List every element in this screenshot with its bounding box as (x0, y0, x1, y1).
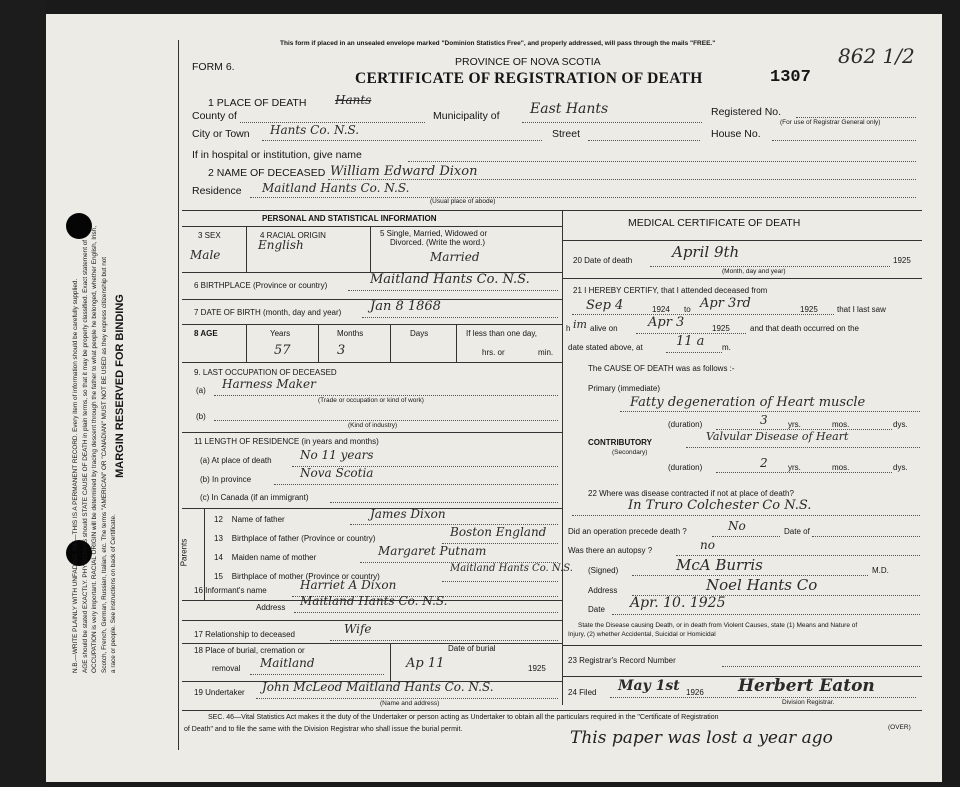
city-line (262, 140, 542, 141)
from-year: 1924 (652, 305, 670, 314)
deceased-heading: 2 NAME OF DECEASED (208, 167, 326, 179)
occupation-heading: 9. LAST OCCUPATION OF DECEASED (194, 368, 337, 377)
sec46-line-1: SEC. 46—Vital Statistics Act makes it the duty of the Undertaker or person acting as Undertaker to obtain all the particulars required in the "Certificate of Registration (208, 714, 719, 721)
birthplace-value: Maitland Hants Co. N.S. (370, 272, 530, 287)
mother-label: 14 Maiden name of mother (214, 553, 317, 562)
cell-rule (318, 324, 319, 362)
time-value: 11 a (676, 334, 705, 349)
occupation-a-note: (Trade or occupation or kind of work) (318, 397, 424, 404)
house-label: House No. (711, 128, 761, 140)
contrib-dys: dys. (893, 463, 908, 472)
contributory-label: CONTRIBUTORY (588, 438, 652, 447)
cell-rule (390, 643, 391, 681)
cell-rule (246, 226, 247, 272)
death-year: 1925 (893, 256, 911, 265)
over-label: (OVER) (888, 724, 911, 731)
hospital-line (408, 161, 916, 162)
contrib-duration-label: (duration) (668, 463, 703, 472)
dob-line (362, 317, 558, 318)
secondary-note: (Secondary) (612, 449, 648, 456)
row-rule (562, 278, 922, 279)
undertaker-value: John McLeod Maitland Hants Co. N.S. (262, 680, 494, 694)
burial-label-1: 18 Place of burial, cremation or (194, 646, 305, 655)
certificate-title: CERTIFICATE OF REGISTRATION OF DEATH (355, 70, 703, 87)
md-label: M.D. (872, 566, 889, 575)
signed-label: (Signed) (588, 566, 619, 575)
city-value: Hants Co. N.S. (270, 123, 360, 137)
months-label: Months (337, 329, 364, 338)
burial-value: Maitland (260, 656, 315, 670)
medical-heading: MEDICAL CERTIFICATE OF DEATH (628, 217, 801, 229)
primary-label: Primary (immediate) (588, 384, 661, 393)
op-date-label: Date of (784, 527, 810, 536)
physician-signature: McA Burris (676, 556, 763, 574)
residence-length-heading: 11 LENGTH OF RESIDENCE (in years and months) (194, 437, 379, 446)
registrar-note: (For use of Registrar General only) (780, 119, 881, 126)
row-rule (182, 643, 562, 644)
min-label: min. (538, 348, 554, 357)
years-value: 57 (274, 343, 291, 358)
filed-line (610, 697, 916, 698)
instruction-line: OCCUPATION is very important. RACIAL ORIGIN will be determined by tracing descent through the father to what people he belonged, whether English, Irish, (91, 225, 99, 673)
residence-line (250, 197, 916, 198)
primary-duration-label: (duration) (668, 420, 703, 429)
registrar-record-line (722, 666, 920, 667)
street-label: Street (552, 128, 581, 140)
death-occurred-label: and that death occurred on the (750, 324, 859, 333)
deceased-name: William Edward Dixon (330, 164, 478, 179)
res-c-label: (c) In Canada (if an immigrant) (200, 493, 309, 502)
months-value: 3 (337, 343, 346, 358)
years-label: Years (270, 329, 291, 338)
birthplace-line (348, 290, 558, 291)
primary-mos: mos. (832, 420, 850, 429)
occupation-b-note: (Kind of industry) (348, 422, 398, 429)
father-birth-label: 13 Birthplace of father (Province or country) (214, 534, 376, 543)
primary-duration-value: 3 (760, 413, 768, 427)
mother-birth-line (442, 581, 558, 582)
municipality-value: East Hants (530, 101, 609, 117)
occupation-b-line (214, 420, 558, 421)
sex-label: 3 SEX (198, 231, 221, 240)
physician-address-value: Noel Hants Co (706, 576, 818, 594)
marital-label-1: 5 Single, Married, Widowed or (380, 229, 488, 238)
burial-date-value: Ap 11 (406, 656, 445, 671)
res-c-line (330, 502, 558, 503)
column-divider (562, 210, 563, 705)
contrib-duration-line (716, 472, 892, 473)
municipality-line (522, 122, 702, 123)
mother-birth-label: 15 Birthplace of mother (Province or country) (214, 572, 380, 581)
contrib-yrs: yrs. (788, 463, 801, 472)
violent-note-1: State the Disease causing Death, or in death from Violent Causes, state (1) Means and Nature of (578, 622, 858, 629)
residence-note: (Usual place of abode) (430, 198, 496, 205)
death-date-line (650, 266, 890, 267)
cell-rule (370, 226, 371, 272)
to-year: 1925 (800, 305, 818, 314)
death-date-label: 20 Date of death (573, 256, 633, 265)
operation-label: Did an operation precede death ? (568, 527, 687, 536)
cert-date-label: Date (588, 605, 605, 614)
residence-label: Residence (192, 185, 242, 197)
birthplace-label: 6 BIRTHPLACE (Province or country) (194, 281, 328, 290)
burial-year: 1925 (528, 664, 546, 673)
cell-rule (390, 324, 391, 362)
parents-label: Parents (179, 538, 189, 567)
q22-label: 22 Where was disease contracted if not at place of death? (588, 489, 794, 498)
residence-value: Maitland Hants Co. N.S. (262, 181, 410, 195)
autopsy-value: no (700, 538, 715, 552)
filed-label: 24 Filed (568, 688, 597, 697)
instruction-line: Scotch, French, German, Russian, Italian, etc. The terms "AMERICAN" OR "CANADIAN" MUST NOT BE USED as they express citizenship but not (100, 256, 108, 673)
operation-value: No (728, 519, 746, 533)
city-label: City or Town (192, 128, 250, 140)
burial-date-label: Date of burial (448, 644, 496, 653)
instruction-line: AGE should be stated EXACTLY. PHYSICIANS should STATE CAUSE OF DEATH in plain terms, so that it may be properly classified. Exact statement of (81, 239, 89, 673)
section-divider (182, 210, 922, 211)
time-line (666, 352, 722, 353)
house-line (772, 140, 916, 141)
top-right-handwritten: 862 1/2 (838, 44, 915, 68)
op-date-line (812, 536, 920, 537)
marital-label-2: Divorced. (Write the word.) (390, 238, 485, 247)
registrar-signature: Herbert Eaton (738, 676, 875, 696)
row-rule (182, 324, 562, 325)
autopsy-label: Was there an autopsy ? (568, 546, 653, 555)
county-handwritten: Hants (335, 93, 372, 107)
informant-address-value: Maitland Hants Co. N.S. (300, 594, 448, 608)
res-b-value: Nova Scotia (300, 466, 374, 480)
last-saw-label: that I last saw (837, 305, 886, 314)
father-birth-value: Boston England (450, 525, 547, 539)
racial-value: English (258, 238, 304, 252)
date-stated-label: date stated above, at (568, 343, 643, 352)
mail-notice: This form if placed in an unsealed envelope marked "Dominion Statistics Free", and properly addressed, will pass through the mails "FREE." (280, 40, 716, 47)
undertaker-note: (Name and address) (380, 700, 440, 707)
physician-address-label: Address (588, 586, 618, 595)
alive-date: Apr 3 (648, 315, 685, 330)
row-rule (562, 645, 922, 646)
informant-label: 16 Informant's name (194, 586, 267, 595)
alive-prefix: h (566, 324, 571, 333)
contributory-line (686, 447, 920, 448)
to-label: to (684, 305, 691, 314)
undertaker-label: 19 Undertaker (194, 688, 245, 697)
alive-on-label: alive on (590, 324, 618, 333)
primary-yrs: yrs. (788, 420, 801, 429)
death-date-note: (Month, day and year) (722, 268, 786, 275)
street-line (588, 140, 700, 141)
burial-line (250, 674, 384, 675)
registered-label: Registered No. (711, 106, 782, 118)
occupation-a-value: Harness Maker (222, 377, 316, 391)
sex-value: Male (190, 248, 221, 262)
burial-label-2: removal (212, 664, 241, 673)
deceased-name-line (328, 179, 916, 180)
instruction-line: N.B.—WRITE PLAINLY WITH UNFADING INK—THIS IS A PERMANENT RECORD. Every item of information should be carefully supplied. (72, 278, 80, 673)
row-rule (182, 432, 562, 433)
registrar-record-label: 23 Registrar's Record Number (568, 656, 676, 665)
informant-address-label: Address (256, 603, 286, 612)
personal-heading: PERSONAL AND STATISTICAL INFORMATION (262, 214, 437, 223)
hospital-label: If in hospital or institution, give name (192, 149, 362, 161)
attended-line (572, 314, 834, 315)
scan-background (0, 0, 46, 787)
relationship-line (330, 640, 558, 641)
relationship-value: Wife (344, 622, 372, 636)
certify-text: 21 I HEREBY CERTIFY, that I attended deceased from (573, 286, 768, 295)
occupation-a-line (214, 395, 558, 396)
division-registrar-label: Division Registrar. (782, 699, 835, 706)
less-day-label: If less than one day, (466, 329, 538, 338)
undertaker-line (256, 698, 558, 699)
registered-line (796, 117, 916, 118)
res-a-value: No 11 years (300, 448, 374, 462)
time-m-label: m. (722, 343, 731, 352)
filed-date: May 1st (618, 678, 680, 694)
alive-pronoun: im (573, 318, 587, 331)
relationship-label: 17 Relationship to deceased (194, 630, 295, 639)
days-label: Days (410, 329, 429, 338)
q22-line (572, 515, 920, 516)
municipality-label: Municipality of (433, 110, 500, 122)
operation-line (712, 536, 780, 537)
place-heading: 1 PLACE OF DEATH (208, 97, 307, 109)
row-rule (562, 240, 922, 241)
hrs-label: hrs. or (482, 348, 505, 357)
age-label: 8 AGE (194, 329, 218, 338)
mother-value: Margaret Putnam (378, 544, 487, 558)
dob-value: Jan 8 1868 (370, 299, 441, 314)
death-date-value: April 9th (672, 243, 740, 261)
row-rule (182, 620, 562, 621)
res-b-line (274, 484, 558, 485)
certificate-number: 1307 (770, 68, 811, 87)
res-b-label: (b) In province (200, 475, 252, 484)
row-rule (182, 362, 562, 363)
cert-date-line (612, 614, 920, 615)
occupation-b-label: (b) (196, 412, 206, 421)
racial-label: 4 RACIAL ORIGIN (260, 231, 326, 240)
instruction-line: a race or people. See instructions on back of Certificate. (110, 514, 118, 673)
contrib-mos: mos. (832, 463, 850, 472)
filed-year: 1926 (686, 688, 704, 697)
informant-address-line (294, 612, 558, 613)
dob-label: 7 DATE OF BIRTH (month, day and year) (194, 308, 342, 317)
form-number: FORM 6. (192, 61, 235, 73)
primary-dys: dys. (893, 420, 908, 429)
father-value: James Dixon (370, 507, 446, 521)
footer-rule (182, 710, 922, 711)
cell-rule (246, 324, 247, 362)
primary-line (620, 411, 920, 412)
handwritten-note: This paper was lost a year ago (570, 728, 833, 748)
county-label: County of (192, 110, 237, 122)
informant-value: Harriet A Dixon (300, 578, 397, 592)
row-rule (182, 226, 562, 227)
res-a-label: (a) At place of death (200, 456, 272, 465)
province-heading: PROVINCE OF NOVA SCOTIA (455, 56, 601, 68)
binding-margin-label: MARGIN RESERVED FOR BINDING (114, 294, 126, 478)
q22-value: In Truro Colchester Co N.S. (628, 498, 812, 513)
contrib-duration-value: 2 (760, 456, 768, 470)
occupation-a-label: (a) (196, 386, 206, 395)
cell-rule (456, 324, 457, 362)
alive-year: 1925 (712, 324, 730, 333)
margin-instructions (71, 113, 119, 673)
contributory-cause: Valvular Disease of Heart (706, 430, 849, 443)
violent-note-2: Injury, (2) whether Accidental, Suicidal or Homicidal (568, 631, 716, 638)
attended-to: Apr 3rd (700, 296, 751, 311)
cause-heading: The CAUSE OF DEATH was as follows :- (588, 364, 735, 373)
attended-from: Sep 4 (586, 298, 624, 313)
margin-rule (178, 40, 179, 750)
marital-value: Married (430, 250, 480, 264)
sec46-line-2: of Death" and to file the same with the Division Registrar who shall issue the burial permit. (184, 726, 463, 733)
primary-cause: Fatty degeneration of Heart muscle (630, 395, 866, 410)
father-label: 12 Name of father (214, 515, 285, 524)
cert-date-value: Apr. 10. 1925 (630, 595, 726, 611)
mother-birth-value: Maitland Hants Co. N.S. (450, 563, 573, 574)
